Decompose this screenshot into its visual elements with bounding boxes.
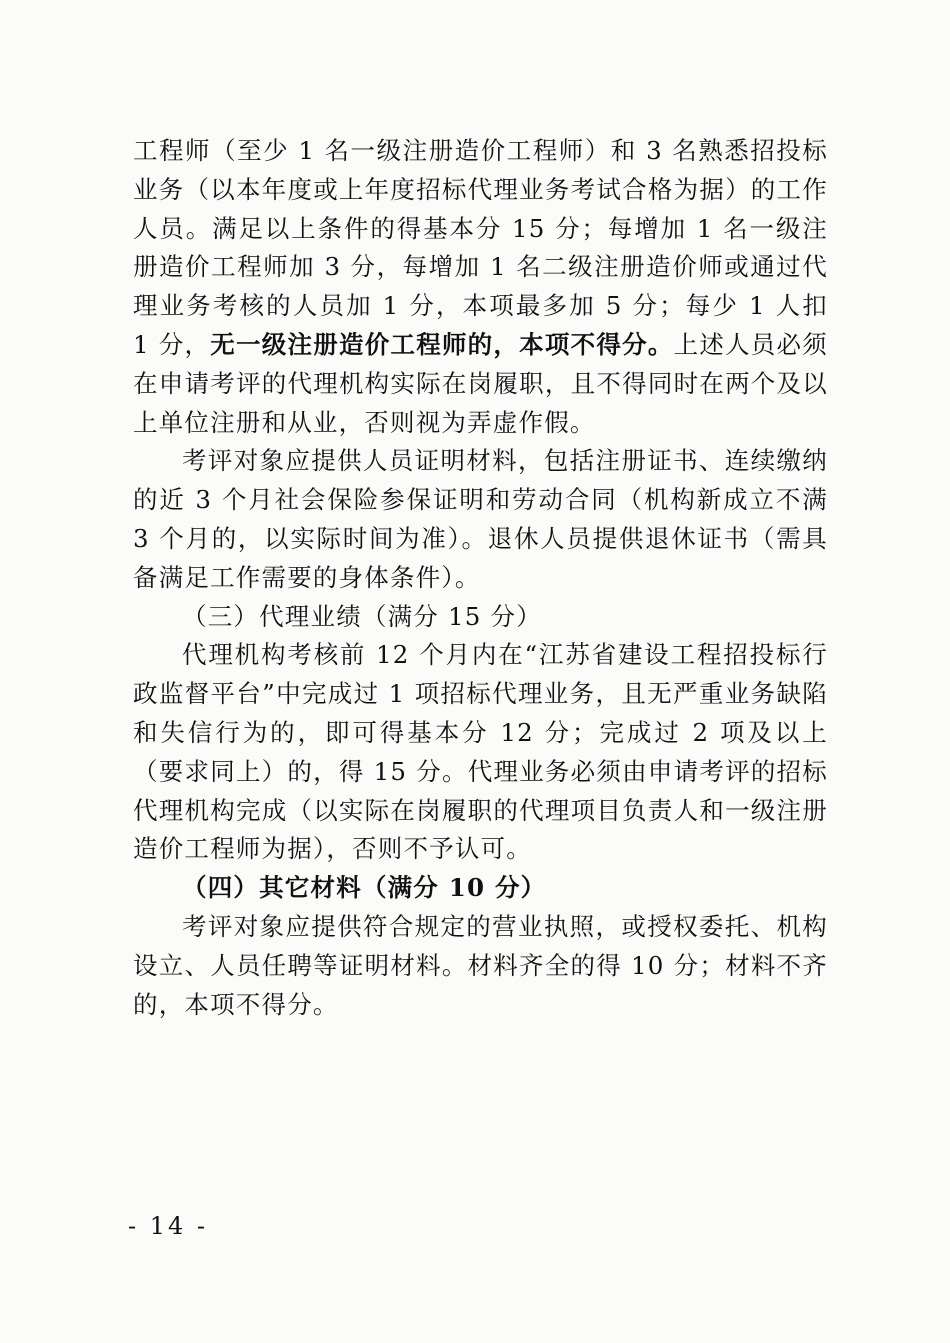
document-body <box>133 132 828 1024</box>
paragraph-staff-proof: 考评对象应提供人员证明材料，包括注册证书、连续缴纳的近 3 个月社会保险参保证明和劳动合同（机构新成立不满 3 个月的，以实际时间为准）。退休人员提供退休证书（需具备满足工作需要的身体条件）。 <box>133 446 828 592</box>
staff-requirements-text: 工程师（至少 1 名一级注册造价工程师）和 3 名熟悉招投标业务（以本年度或上年度招标代理业务考试合格为据）的工作人员。满足以上条件的得基本分 15 分；每增加 1 名一级注册造价工程师加 3 分，每增加 1 名二级注册造价师或通过代理业务考核的人员加 1 分，本项最多加 5 分；每少 1 人扣 1 分， <box>133 136 828 359</box>
paragraph-performance: 代理机构考核前 12 个月内在“江苏省建设工程招投标行政监督平台”中完成过 1 项招标代理业务，且无严重业务缺陷和失信行为的，即可得基本分 12 分；完成过 2 项及以上（要求同上）的，得 15 分。代理业务必须由申请考评的招标代理机构完成（以实际在岗履职的代理项目负责人和一级注册造价工程师为据），否则不予认可。 <box>133 640 828 864</box>
staff-requirements-bold-text: 无一级注册造价工程师的，本项不得分。 <box>210 329 674 359</box>
section-heading-other-materials: （四）其它材料（满分 10 分） <box>182 873 547 903</box>
section-heading-performance: （三）代理业绩（满分 15 分） <box>182 601 542 631</box>
paragraph-staff-requirements <box>133 132 828 442</box>
paragraph-other-materials: 考评对象应提供符合规定的营业执照，或授权委托、机构设立、人员任聘等证明材料。材料齐全的得 10 分；材料不齐的，本项不得分。 <box>133 911 828 1019</box>
page-number: - 14 - <box>128 1212 209 1240</box>
staff-requirements-text-continued: 上述人员必须在申请考评的代理机构实际在岗履职，且不得同时在两个及以上单位注册和从业，否则视为弄虚作假。 <box>133 329 828 437</box>
